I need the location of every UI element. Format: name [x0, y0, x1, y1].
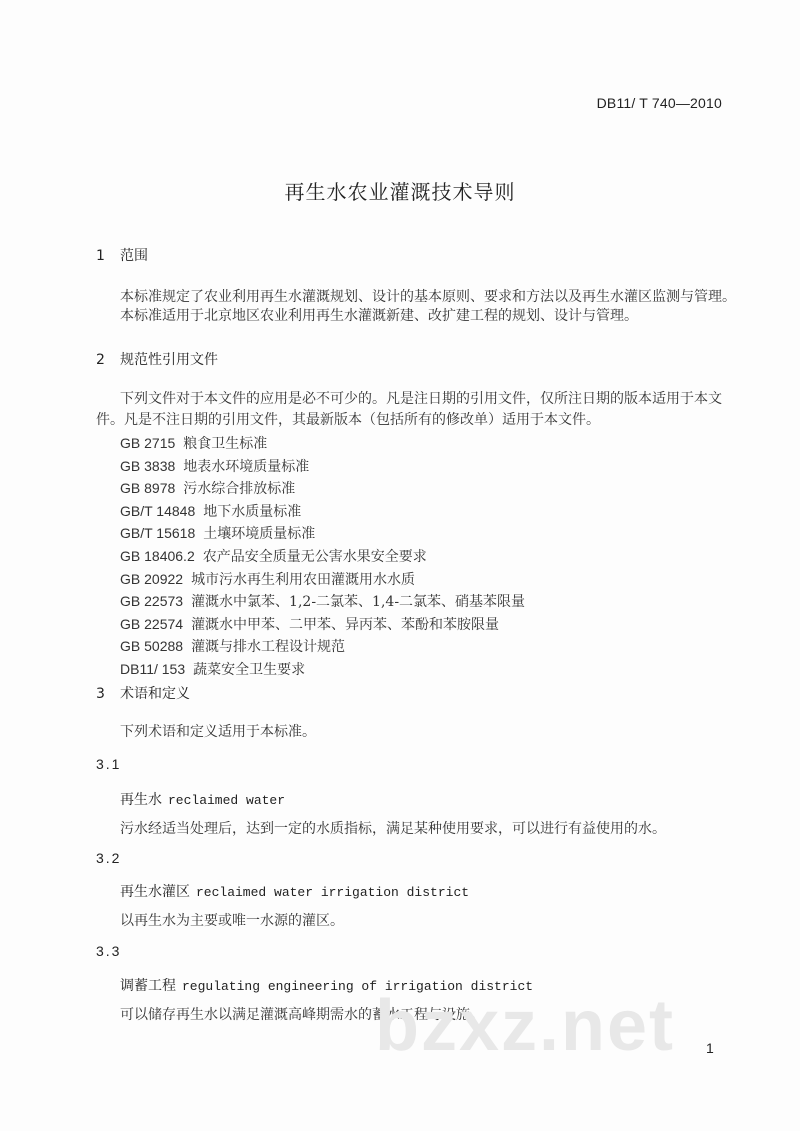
reference-code: GB 3838: [120, 457, 176, 474]
term-definition: 以再生水为主要或唯一水源的灌区。: [120, 913, 344, 929]
reference-title: 地下水质量标准: [203, 503, 302, 520]
section-number: 1: [96, 248, 105, 264]
reference-title: 灌溉水中氯苯、1,2-二氯苯、1,4-二氯苯、硝基苯限量: [191, 594, 526, 611]
reference-item: [120, 500, 525, 523]
term-chinese: 再生水灌区: [120, 884, 190, 900]
reference-item: [120, 477, 525, 500]
site-watermark: bzxz.net: [375, 986, 676, 1066]
reference-title: 灌溉与排水工程设计规范: [191, 639, 346, 656]
reference-item: [120, 522, 525, 545]
reference-item: [120, 545, 525, 568]
section-title: 范围: [120, 248, 148, 264]
page-number: 1: [706, 1040, 714, 1056]
reference-item: [120, 455, 525, 478]
reference-code: GB 50288: [120, 638, 184, 655]
section-1-heading: [96, 245, 148, 265]
clause-number: 3.3: [96, 943, 122, 959]
reference-code: GB/T 15618: [120, 525, 196, 542]
reference-code: GB 22573: [120, 593, 184, 610]
term-definition: 可以储存再生水以满足灌溉高峰期需水的蓄水工程与设施。: [120, 1007, 484, 1023]
term-entry: [120, 881, 469, 901]
reference-item: [120, 635, 525, 658]
section-title: 术语和定义: [120, 686, 190, 702]
term-entry: [120, 789, 285, 809]
scope-paragraph-2: 本标准适用于北京地区农业利用再生水灌溉新建、改扩建工程的规划、设计与管理。: [120, 308, 638, 324]
term-definition: 污水经适当处理后，达到一定的水质指标，满足某种使用要求，可以进行有益使用的水。: [120, 821, 666, 837]
reference-code: DB11/ 153: [120, 660, 186, 677]
section-number: 3: [96, 686, 105, 702]
reference-title: 土壤环境质量标准: [203, 526, 316, 543]
term-english: regulating engineering of irrigation district: [182, 979, 534, 994]
reference-item: [120, 568, 525, 591]
reference-title: 地表水环境质量标准: [183, 458, 310, 475]
reference-code: GB 8978: [120, 480, 176, 497]
standard-code: DB11/ T 740—2010: [596, 95, 722, 111]
section-title: 规范性引用文件: [120, 352, 218, 368]
clause-number: 3.2: [96, 850, 122, 866]
reference-title: 灌溉水中甲苯、二甲苯、异丙苯、苯酚和苯胺限量: [191, 616, 500, 633]
reference-list: [120, 432, 525, 681]
reference-title: 粮食卫生标准: [183, 436, 268, 452]
reference-item: [120, 432, 525, 455]
scope-paragraph-1: 本标准规定了农业利用再生水灌溉规划、设计的基本原则、要求和方法以及再生水灌区监测与管理。: [120, 289, 736, 305]
section-2-heading: [96, 349, 218, 369]
term-english: reclaimed water irrigation district: [196, 885, 470, 900]
reference-item: [120, 613, 525, 636]
reference-item: [120, 658, 525, 681]
reference-title: 城市污水再生利用农田灌溉用水水质: [191, 571, 416, 588]
reference-title: 蔬菜安全卫生要求: [193, 661, 306, 678]
clause-number: 3.1: [96, 756, 122, 772]
reference-code: GB 18406.2: [120, 547, 195, 564]
terms-intro: 下列术语和定义适用于本标准。: [120, 724, 316, 740]
term-chinese: 调蓄工程: [120, 978, 176, 994]
term-chinese: 再生水: [120, 792, 162, 808]
reference-code: GB/T 14848: [120, 502, 196, 519]
reference-title: 农产品安全质量无公害水果安全要求: [202, 548, 427, 565]
section-number: 2: [96, 352, 105, 368]
section-3-heading: [96, 683, 190, 703]
reference-title: 污水综合排放标准: [183, 481, 296, 498]
reference-item: [120, 590, 525, 613]
reference-code: GB 2715: [120, 435, 176, 451]
reference-code: GB 20922: [120, 570, 184, 587]
document-title: 再生水农业灌溉技术导则: [284, 180, 516, 204]
reference-code: GB 22574: [120, 615, 184, 632]
term-english: reclaimed water: [168, 793, 286, 808]
normative-intro: 下列文件对于本文件的应用是必不可少的。凡是注日期的引用文件，仅所注日期的版本适用于本文件。凡是不注日期的引用文件，其最新版本（包括所有的修改单）适用于本文件。: [96, 391, 722, 428]
